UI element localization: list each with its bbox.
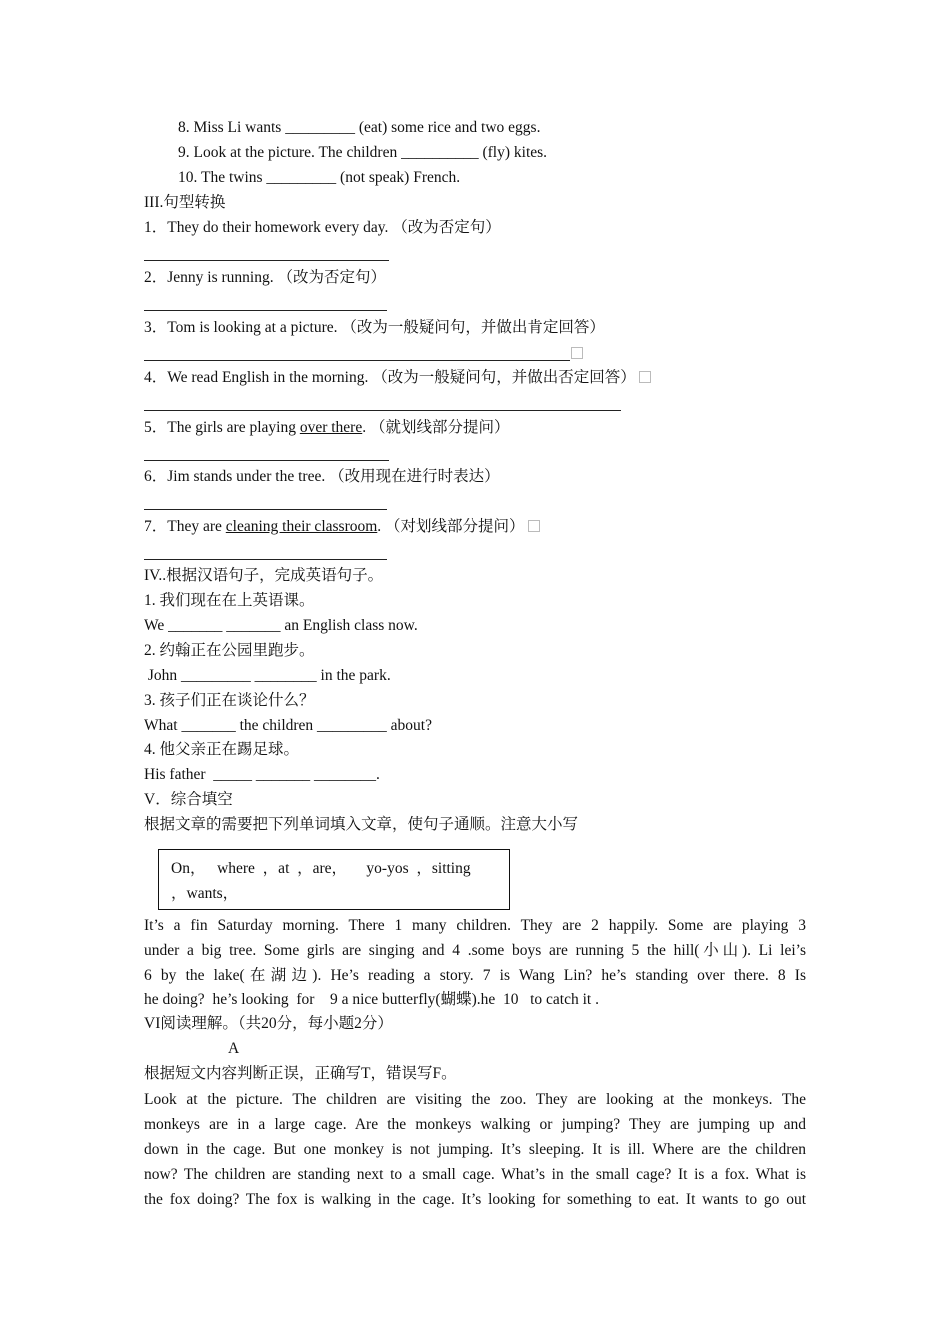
translate-en-2[interactable]: John _________ ________ in the park. <box>144 667 391 684</box>
cloze-instruction: 根据文章的需要把下列单词填入文章，使句子通顺。注意大小写 <box>144 816 579 833</box>
cloze-passage-line-1: It’s a fin Saturday morning. There 1 many children. They are 2 happily. Some are playing 3 <box>144 917 806 934</box>
answer-line-6[interactable] <box>144 509 387 510</box>
exercise-line-10: 10. The twins _________ (not speak) French. <box>178 169 461 186</box>
reading-passage-line-2: monkeys are in a large cage. Are the monkeys walking or jumping? They are jumping up and <box>144 1116 806 1133</box>
reading-passage-line-5: the fox doing? The fox is walking in the cage. It’s looking for something to eat. It wants to go out <box>144 1191 806 1208</box>
translate-cn-3: 3. 孩子们正在谈论什么？ <box>144 692 315 709</box>
cloze-passage-line-4: he doing? he’s looking for 9 a nice butterfly(蝴蝶).he 10 to catch it . <box>144 991 599 1008</box>
answer-line-3[interactable] <box>144 360 570 361</box>
answer-line-4[interactable] <box>144 410 621 411</box>
section-heading-3: III.句型转换 <box>144 194 226 211</box>
checkbox-icon <box>639 371 651 383</box>
section-heading-5: V．综合填空 <box>144 791 233 808</box>
transform-item-5 <box>144 418 510 438</box>
transform-item-4-text: 4．We read English in the morning. （改为一般疑问句，并做出否定回答） <box>144 369 636 386</box>
transform-item-7 <box>144 517 540 537</box>
answer-line-7[interactable] <box>144 559 387 560</box>
transform-item-5-pre: 5．The girls are playing <box>144 419 300 436</box>
reading-passage-line-4: now? The children are standing next to a small cage. What’s in the small cage? It is a fox. What is <box>144 1166 806 1183</box>
section-heading-4: IV..根据汉语句子，完成英语句子。 <box>144 567 384 584</box>
cloze-passage-line-2: under a big tree. Some girls are singing and 4 .some boys are running 5 the hill(小山). Li lei’s <box>144 942 806 959</box>
reading-passage-line-1: Look at the picture. The children are visiting the zoo. They are looking at the monkeys. The <box>144 1091 806 1108</box>
section-heading-6: VI阅读理解。（共20分，每小题2分） <box>144 1015 393 1032</box>
reading-instruction: 根据短文内容判断正误，正确写T，错误写F。 <box>144 1065 457 1082</box>
transform-item-4 <box>144 368 651 388</box>
word-bank-line-2: ，wants， <box>171 885 239 902</box>
checkbox-icon <box>528 520 540 532</box>
transform-item-3: 3．Tom is looking at a picture. （改为一般疑问句，并做出肯定回答） <box>144 319 605 336</box>
answer-line-2[interactable] <box>144 310 387 311</box>
translate-cn-1: 1. 我们现在在上英语课。 <box>144 592 315 609</box>
word-bank-box <box>158 849 510 910</box>
cloze-passage-line-3: 6 by the lake(在湖边). He’s reading a story. 7 is Wang Lin? he’s standing over there. 8 Is <box>144 967 806 984</box>
translate-en-1[interactable]: We _______ _______ an English class now. <box>144 617 418 634</box>
underlined-phrase: over there <box>299 419 363 436</box>
underlined-phrase: cleaning their classroom <box>225 518 378 535</box>
exercise-line-9: 9. Look at the picture. The children __________ (fly) kites. <box>178 144 548 161</box>
translate-en-4[interactable]: His father _____ _______ ________. <box>144 766 380 783</box>
checkbox-icon <box>571 347 583 359</box>
transform-item-1: 1．They do their homework every day. （改为否定句） <box>144 219 501 236</box>
word-bank-line-1: On， where ，at ，are， yo-yos ，sitting <box>171 860 471 877</box>
translate-cn-4: 4. 他父亲正在踢足球。 <box>144 741 300 758</box>
reading-part-label: A <box>228 1040 240 1057</box>
translate-en-3[interactable]: What _______ the children _________ about? <box>144 717 432 734</box>
translate-cn-2: 2. 约翰正在公园里跑步。 <box>144 642 315 659</box>
transform-item-7-pre: 7．They are <box>144 518 226 535</box>
reading-passage-line-3: down in the cage. But one monkey is not jumping. It’s sleeping. It is ill. Where are the children <box>144 1141 806 1158</box>
exercise-line-8: 8. Miss Li wants _________ (eat) some rice and two eggs. <box>178 119 541 136</box>
transform-item-7-post: . （对划线部分提问） <box>377 518 525 535</box>
transform-item-5-post: . （就划线部分提问） <box>362 419 510 436</box>
transform-item-2: 2．Jenny is running. （改为否定句） <box>144 269 386 286</box>
answer-line-1[interactable] <box>144 260 389 261</box>
transform-item-6: 6．Jim stands under the tree. （改用现在进行时表达） <box>144 468 500 485</box>
answer-line-5[interactable] <box>144 460 389 461</box>
